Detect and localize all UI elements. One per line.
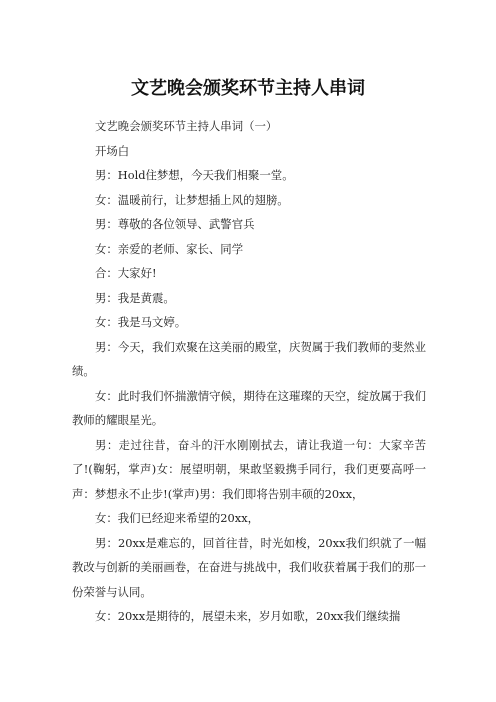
document-title: 文艺晚会颁奖环节主持人串词 [131,78,365,99]
dialogue-line: 男：尊敬的各位领导、武警官兵 [95,217,255,231]
dialogue-line: 男：Hold住梦想，今天我们相聚一堂。 [95,168,294,182]
dialogue-line: 男：20xx是难忘的，回首往昔，时光如梭，20xx我们织就了一幅教改与创新的美丽画卷，在奋进与挑战中，我们收获着属于我们的那一份荣誉与认同。 [72,535,426,599]
section-heading: 开场白 [95,143,130,158]
document-body [72,114,426,629]
dialogue-line: 女：我们已经迎来希望的20xx， [95,511,260,525]
dialogue-line: 女：我是马文婷。 [95,315,187,329]
subtitle-paragraph: 文艺晚会颁奖环节主持人串词（一） [95,119,278,133]
dialogue-line: 女：亲爱的老师、家长、同学 [95,241,244,256]
dialogue-line: 女：温暖前行，让梦想插上风的翅膀。 [95,192,289,207]
dialogue-line: 女：20xx是期待的，展望未来，岁月如歌，20xx我们继续揣 [95,609,401,623]
dialogue-line: 合：大家好! [95,266,157,280]
dialogue-line: 男：走过往昔，奋斗的汗水刚刚拭去，请让我道一句：大家辛苦了!(鞠躬，掌声)女：展望明朝，果敢坚毅携手同行，我们更要高呼一声：梦想永不止步!(掌声)男：我们即将告别丰硕的20xx， [72,437,426,501]
dialogue-line: 男：我是黄震。 [95,290,175,305]
dialogue-line: 女：此时我们怀揣激情守候，期待在这璀璨的天空，绽放属于我们教师的耀眼星光。 [72,388,426,427]
dialogue-line: 男：今天，我们欢聚在这美丽的殿堂，庆贺属于我们教师的斐然业绩。 [72,339,426,378]
